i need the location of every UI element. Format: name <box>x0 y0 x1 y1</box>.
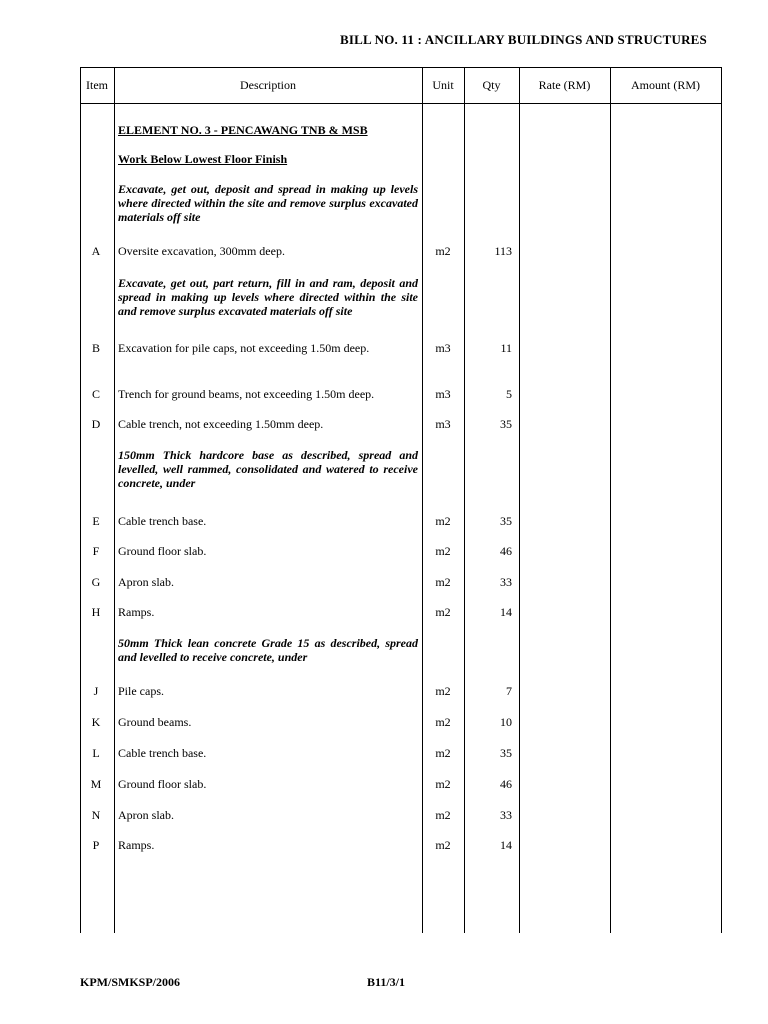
item-code: F <box>92 544 100 558</box>
item-qty: 7 <box>506 684 512 698</box>
column-divider <box>422 67 423 933</box>
column-header-item: Item <box>86 78 108 92</box>
item-qty: 33 <box>500 575 512 589</box>
item-description: Cable trench base. <box>118 746 207 760</box>
page-header: BILL NO. 11 : ANCILLARY BUILDINGS AND STRUCTURES <box>340 32 707 47</box>
column-divider <box>519 67 520 933</box>
column-header-unit: Unit <box>432 78 454 92</box>
item-unit: m2 <box>435 808 451 822</box>
item-unit: m2 <box>435 746 451 760</box>
item-qty: 113 <box>494 244 512 258</box>
item-unit: m2 <box>435 605 451 619</box>
column-header-amount: Amount (RM) <box>631 78 700 92</box>
item-unit: m3 <box>435 387 451 401</box>
item-qty: 35 <box>500 417 512 431</box>
column-divider <box>114 67 115 933</box>
item-unit: m2 <box>435 715 451 729</box>
item-qty: 35 <box>500 746 512 760</box>
item-code: P <box>92 838 100 852</box>
item-qty: 46 <box>500 777 512 791</box>
item-qty: 46 <box>500 544 512 558</box>
item-description: Pile caps. <box>118 684 164 698</box>
item-qty: 14 <box>500 605 512 619</box>
spec-text: 150mm Thick hardcore base as described, spread and levelled, well rammed, consolidated and watered to receive concrete, under <box>118 448 418 490</box>
column-divider <box>721 67 722 933</box>
column-divider <box>610 67 611 933</box>
item-unit: m2 <box>435 838 451 852</box>
item-code: B <box>91 341 100 355</box>
column-header-rate: Rate (RM) <box>538 78 591 92</box>
item-code: D <box>91 417 101 431</box>
item-unit: m2 <box>435 544 451 558</box>
item-qty: 35 <box>500 514 512 528</box>
column-divider <box>80 67 81 933</box>
item-unit: m2 <box>435 514 451 528</box>
item-code: L <box>92 746 100 760</box>
item-unit: m2 <box>435 777 451 791</box>
column-header-description: Description <box>240 78 296 92</box>
spec-text: 50mm Thick lean concrete Grade 15 as described, spread and levelled to receive concrete, under <box>118 636 418 664</box>
item-unit: m3 <box>435 417 451 431</box>
item-description: Ramps. <box>118 605 155 619</box>
item-description: Ramps. <box>118 838 155 852</box>
item-description: Trench for ground beams, not exceeding 1.50m deep. <box>118 387 375 401</box>
item-unit: m2 <box>435 684 451 698</box>
item-description: Oversite excavation, 300mm deep. <box>118 244 285 258</box>
item-code: C <box>91 387 100 401</box>
item-description: Ground floor slab. <box>118 777 207 791</box>
item-qty: 10 <box>500 715 512 729</box>
footer-page-number: B11/3/1 <box>367 975 406 989</box>
header-separator <box>80 103 722 104</box>
column-header-qty: Qty <box>482 78 501 92</box>
spec-text: Excavate, get out, deposit and spread in making up levels where directed within the site and remove surplus excavated materials off site <box>118 182 418 224</box>
item-code: A <box>91 244 101 258</box>
item-unit: m2 <box>435 575 451 589</box>
section-heading: Work Below Lowest Floor Finish <box>118 152 288 166</box>
item-qty: 5 <box>506 387 512 401</box>
item-qty: 11 <box>500 341 512 355</box>
item-unit: m2 <box>435 244 451 258</box>
item-code: G <box>91 575 101 589</box>
item-code: M <box>90 777 102 791</box>
item-description: Apron slab. <box>118 575 174 589</box>
item-description: Ground beams. <box>118 715 192 729</box>
item-unit: m3 <box>435 341 451 355</box>
item-code: K <box>91 715 101 729</box>
footer-reference: KPM/SMKSP/2006 <box>80 975 180 989</box>
column-divider <box>464 67 465 933</box>
spec-text: Excavate, get out, part return, fill in and ram, deposit and spread in making up levels where directed within the site and remove surplus excavated materials off site <box>118 276 418 318</box>
item-description: Cable trench, not exceeding 1.50mm deep. <box>118 417 324 431</box>
bill-table <box>80 67 722 933</box>
item-qty: 14 <box>500 838 512 852</box>
item-description: Excavation for pile caps, not exceeding 1.50m deep. <box>118 341 370 355</box>
item-code: N <box>91 808 101 822</box>
item-description: Ground floor slab. <box>118 544 207 558</box>
element-title: ELEMENT NO. 3 - PENCAWANG TNB & MSB <box>118 123 368 137</box>
item-description: Apron slab. <box>118 808 174 822</box>
item-description: Cable trench base. <box>118 514 207 528</box>
item-qty: 33 <box>500 808 512 822</box>
item-code: H <box>91 605 101 619</box>
item-code: E <box>92 514 100 528</box>
item-code: J <box>93 684 99 698</box>
